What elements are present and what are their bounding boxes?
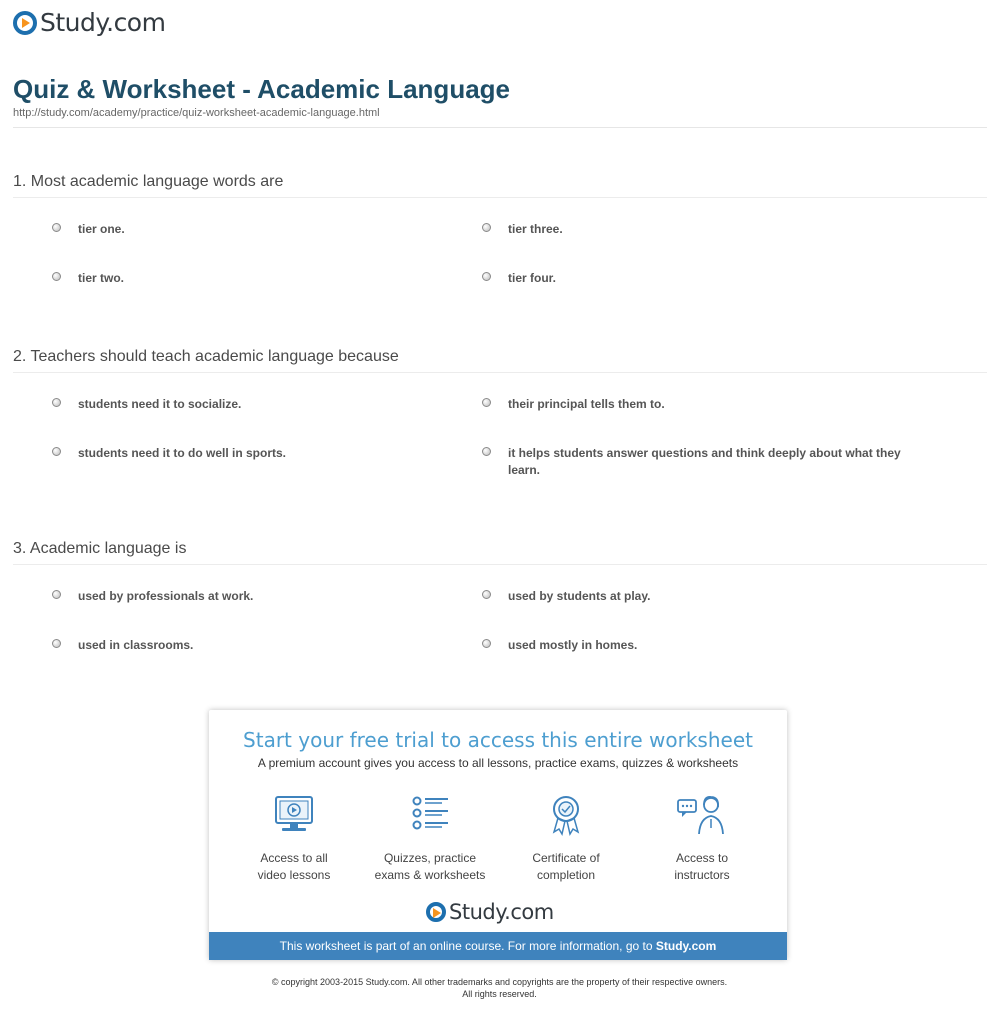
question-text: 1. Most academic language words are [13,173,284,190]
radio-button[interactable] [52,223,61,232]
question-1 [13,173,987,198]
option-1d[interactable] [482,270,908,287]
feature-instructors [634,794,770,884]
option-label: used mostly in homes. [508,638,638,652]
feature-label-line2: completion [536,868,596,882]
option-label: used by students at play. [508,589,651,603]
option-3b[interactable] [482,588,908,605]
radio-button[interactable] [52,447,61,456]
feature-quizzes [362,794,498,884]
option-label: students need it to socialize. [78,397,242,411]
question-divider [13,564,987,565]
option-1c[interactable] [52,270,478,287]
option-label: tier two. [78,271,125,285]
study-link[interactable]: Study.com [655,939,717,953]
study-logo-icon [426,902,446,922]
feature-label-line2: exams & worksheets [374,868,486,882]
course-info-bar [209,932,787,960]
question-2 [13,348,987,373]
promo-study-logo[interactable] [426,900,554,924]
study-logo[interactable] [13,8,165,37]
promo-title[interactable]: Start your free trial to access this entire worksheet [243,728,753,752]
rights-line: All rights reserved. [462,989,537,999]
copyright-footer [0,976,999,1000]
option-label: it helps students answer questions and think deeply about what they learn. [508,446,901,477]
free-trial-promo[interactable] [209,710,787,960]
option-2b[interactable] [482,396,908,413]
option-3d[interactable] [482,637,908,654]
radio-button[interactable] [482,447,491,456]
question-text: 2. Teachers should teach academic language because [13,348,399,365]
question-text: 3. Academic language is [13,540,187,557]
promo-subtitle: A premium account gives you access to all lessons, practice exams, quizzes & worksheets [257,756,739,770]
radio-button[interactable] [52,398,61,407]
option-label: used in classrooms. [78,638,194,652]
radio-button[interactable] [482,590,491,599]
option-3c[interactable] [52,637,478,654]
logo-text: Study.com [40,8,166,37]
question-divider [13,197,987,198]
logo-text: Study.com [449,900,554,924]
feature-label-line1: Certificate of [532,851,600,865]
question-3 [13,540,987,565]
study-logo-icon [13,11,37,35]
option-2c[interactable] [52,445,478,462]
instructor-icon [676,794,728,836]
quiz-list-icon [408,794,452,836]
option-2d[interactable] [482,445,908,479]
certificate-icon [544,794,588,836]
radio-button[interactable] [482,639,491,648]
feature-certificate [498,794,634,884]
option-label: students need it to do well in sports. [78,446,287,460]
feature-video-lessons [226,794,362,884]
feature-label-line1: Access to all [260,851,328,865]
feature-label-line2: instructors [674,868,730,882]
option-1a[interactable] [52,221,478,238]
option-label: their principal tells them to. [508,397,665,411]
option-label: tier four. [508,271,557,285]
question-divider [13,372,987,373]
radio-button[interactable] [52,272,61,281]
radio-button[interactable] [482,272,491,281]
radio-button[interactable] [482,398,491,407]
copyright-line: © copyright 2003-2015 Study.com. All other trademarks and copyrights are the property of their respective owners. [271,977,728,987]
video-lesson-icon [272,794,316,836]
radio-button[interactable] [482,223,491,232]
option-2a[interactable] [52,396,478,413]
feature-label-line1: Quizzes, practice [383,851,477,865]
radio-button[interactable] [52,590,61,599]
page-title: Quiz & Worksheet - Academic Language [13,74,510,104]
option-3a[interactable] [52,588,478,605]
course-info-text: This worksheet is part of an online course. For more information, go to [279,939,653,953]
option-label: tier three. [508,222,563,236]
feature-label-line1: Access to [675,851,729,865]
feature-label-line2: video lessons [257,868,331,882]
header-divider [13,127,987,128]
option-1b[interactable] [482,221,908,238]
option-label: tier one. [78,222,125,236]
option-label: used by professionals at work. [78,589,254,603]
page-url[interactable]: http://study.com/academy/practice/quiz-worksheet-academic-language.html [13,107,380,119]
radio-button[interactable] [52,639,61,648]
